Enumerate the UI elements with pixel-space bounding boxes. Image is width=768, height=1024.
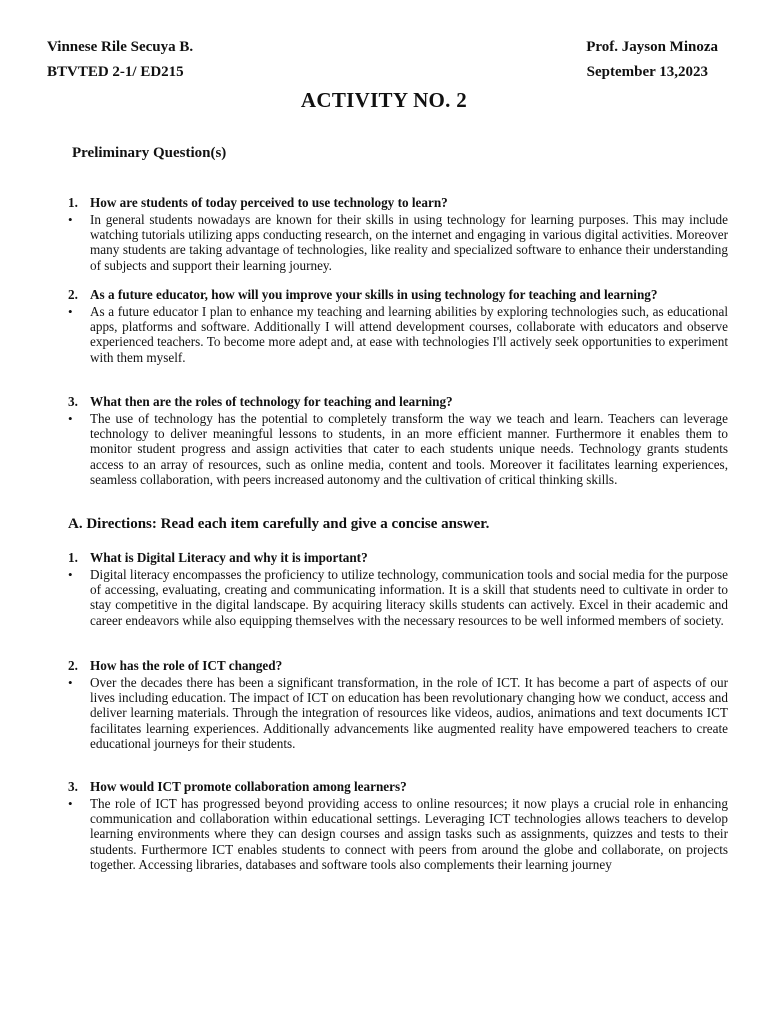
professor-name: Prof. Jayson Minoza xyxy=(586,39,718,55)
answer-text: The use of technology has the potential to completely transform the way we teach and learn. Teachers can leverage technology to deliver meaningful lessons to students, in an more efficient manner. Furthermore it enables them to monitor student progress and assign activities that cater to each students unique needs. Technology grants students access to an array of resources, such as online media, content and tools. Moreover it facilitates learning experiences, seamless collaboration, with peers increased autonomy and the cultivation of critical thinking skills. xyxy=(90,411,728,487)
bullet-icon: • xyxy=(68,304,73,319)
question-text: As a future educator, how will you improve your skills in using technology for teaching and learning? xyxy=(90,287,658,302)
answer xyxy=(68,675,728,751)
question xyxy=(68,550,728,565)
question-number: 1. xyxy=(68,195,78,210)
question-number: 1. xyxy=(68,550,78,565)
answer-text: As a future educator I plan to enhance my teaching and learning abilities by exploring technologies such, as educational apps, platforms and software. Additionally I will attend development courses, collaborate with educators and observe experienced teachers. To become more adept and, at ease with technologies I'll actively seek opportunities to experiment with them myself. xyxy=(90,304,728,365)
directions-item-2 xyxy=(68,658,728,751)
bullet-icon: • xyxy=(68,567,73,582)
question-number: 3. xyxy=(68,394,78,409)
preliminary-heading: Preliminary Question(s) xyxy=(72,145,227,161)
answer xyxy=(68,567,728,628)
answer-text: The role of ICT has progressed beyond providing access to online resources; it now plays a crucial role in enhancing communication and collaboration within educational settings. Leveraging ICT technologies allows teachers to develop learning environments where they can design courses and assign tasks such as assignments, quizzes and tests to their students. Furthermore ICT enables students to connect with peers from around the globe and collaborate, on projects together. Accessing libraries, databases and software tools also complements their learning journey xyxy=(90,796,728,872)
preliminary-item-3 xyxy=(68,394,728,487)
question xyxy=(68,195,728,210)
answer-text: In general students nowadays are known for their skills in using technology for learning purposes. This may include watching tutorials utilizing apps conducting research, on the internet and engaging in various digital activities. Moreover many students are taking advantage of technologies, like reality and specialized software to enhance their understanding of subjects and support their learning journey. xyxy=(90,212,728,273)
course-code: BTVTED 2-1/ ED215 xyxy=(47,64,184,80)
bullet-icon: • xyxy=(68,675,73,690)
question-number: 2. xyxy=(68,287,78,302)
question-text: How are students of today perceived to use technology to learn? xyxy=(90,195,448,210)
answer xyxy=(68,212,728,273)
directions-item-1 xyxy=(68,550,728,628)
answer xyxy=(68,796,728,872)
directions-heading: A. Directions: Read each item carefully and give a concise answer. xyxy=(68,516,490,532)
answer xyxy=(68,411,728,487)
answer-text: Digital literacy encompasses the proficiency to utilize technology, communication tools and social media for the purpose of accessing, evaluating, creating and communicating information. It is a skill that students need to cultivate in order to stay competitive in the digital landscape. By acquiring literacy skills students can actively. Excel in their academic and career endeavors while also equipping themselves with the necessary resources to be well informed members of society. xyxy=(90,567,728,628)
question xyxy=(68,779,728,794)
directions-item-3 xyxy=(68,779,728,872)
bullet-icon: • xyxy=(68,212,73,227)
question-text: What is Digital Literacy and why it is important? xyxy=(90,550,368,565)
question xyxy=(68,658,728,673)
question-text: How has the role of ICT changed? xyxy=(90,658,283,673)
bullet-icon: • xyxy=(68,796,73,811)
answer xyxy=(68,304,728,365)
question xyxy=(68,287,728,302)
student-name: Vinnese Rile Secuya B. xyxy=(47,39,194,55)
preliminary-item-1 xyxy=(68,195,728,273)
question-text: How would ICT promote collaboration among learners? xyxy=(90,779,407,794)
preliminary-item-2 xyxy=(68,287,728,365)
bullet-icon: • xyxy=(68,411,73,426)
question-number: 2. xyxy=(68,658,78,673)
answer-text: Over the decades there has been a significant transformation, in the role of ICT. It has become a part of aspects of our lives including education. The impact of ICT on education has been revolutionary changing how we conduct, access and deliver learning materials. Through the integration of resources like videos, audios, animations and text documents ICT facilitates learning experiences. Additionally advancements like augmented reality have empowered teachers to create educational journeys for their students. xyxy=(90,675,728,751)
page-title: ACTIVITY NO. 2 xyxy=(300,88,468,112)
question-number: 3. xyxy=(68,779,78,794)
question xyxy=(68,394,728,409)
question-text: What then are the roles of technology for teaching and learning? xyxy=(90,394,453,409)
submission-date: September 13,2023 xyxy=(586,64,708,80)
